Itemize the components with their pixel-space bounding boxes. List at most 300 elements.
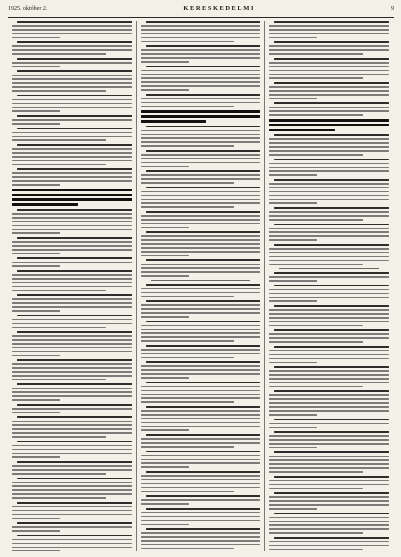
- text-line: [269, 333, 389, 335]
- text-line: [17, 315, 132, 317]
- text-line: [269, 86, 389, 88]
- text-line: [141, 296, 234, 298]
- text-line: [269, 488, 363, 490]
- text-line: [12, 156, 132, 158]
- text-line: [12, 319, 132, 321]
- text-line: [269, 394, 389, 396]
- text-line: [269, 29, 389, 31]
- text-line: [12, 547, 132, 549]
- article-paragraph: [141, 187, 260, 208]
- text-line: [141, 410, 260, 412]
- text-line: [269, 309, 389, 311]
- text-line: [17, 95, 132, 97]
- text-line: [269, 211, 389, 213]
- text-line: [12, 152, 132, 154]
- article-paragraph: [269, 58, 389, 79]
- article-paragraph: [12, 502, 132, 519]
- text-line: [141, 25, 260, 27]
- text-line: [12, 189, 132, 192]
- text-line: [141, 235, 260, 237]
- text-line: [146, 66, 260, 68]
- article-paragraph: [12, 294, 132, 311]
- article-paragraph: [141, 528, 260, 549]
- text-line: [12, 428, 132, 430]
- text-line: [12, 363, 132, 365]
- text-line: [12, 371, 132, 373]
- text-line: [141, 540, 260, 542]
- text-line: [12, 274, 132, 276]
- text-line: [146, 528, 260, 530]
- text-line: [269, 77, 363, 79]
- text-line: [17, 416, 132, 418]
- text-line: [274, 366, 389, 368]
- text-line: [269, 447, 317, 449]
- text-line: [269, 398, 389, 400]
- text-line: [269, 174, 317, 176]
- article-paragraph: [269, 102, 389, 115]
- text-line: [17, 383, 132, 385]
- text-line: [141, 544, 260, 546]
- text-line: [146, 508, 260, 510]
- text-line: [269, 500, 389, 502]
- text-line: [12, 367, 132, 369]
- article-paragraph: [269, 431, 389, 448]
- text-line: [141, 267, 260, 269]
- article-paragraph: [12, 331, 132, 356]
- text-line: [141, 329, 260, 331]
- text-line: [141, 81, 260, 83]
- text-line: [12, 408, 132, 410]
- text-line: [269, 114, 363, 116]
- article-paragraph: [141, 45, 260, 62]
- text-line: [141, 316, 189, 318]
- text-line: [141, 446, 234, 448]
- text-line: [12, 184, 60, 186]
- text-line: [274, 244, 389, 246]
- text-line: [141, 397, 260, 399]
- text-line: [274, 305, 389, 307]
- text-line: [146, 21, 260, 23]
- article-paragraph: [141, 471, 260, 492]
- text-line: [12, 99, 132, 101]
- text-line: [141, 386, 260, 388]
- text-line: [12, 107, 132, 109]
- text-line: [141, 336, 260, 338]
- text-line: [17, 257, 132, 259]
- text-line: [274, 134, 389, 136]
- text-line: [274, 492, 389, 494]
- text-line: [146, 211, 260, 213]
- text-line: [269, 508, 317, 510]
- text-line: [141, 325, 260, 327]
- column-2: [136, 21, 264, 551]
- text-line: [141, 438, 260, 440]
- text-line: [269, 124, 389, 127]
- text-line: [141, 288, 260, 290]
- text-line: [17, 21, 132, 23]
- text-line: [141, 77, 260, 79]
- article-paragraph: [12, 270, 132, 291]
- article-paragraph: [12, 441, 132, 458]
- text-line: [17, 502, 132, 504]
- text-line: [274, 21, 389, 23]
- text-line: [12, 180, 132, 182]
- article-paragraph: [269, 224, 389, 241]
- text-line: [12, 49, 132, 51]
- text-line: [12, 29, 132, 31]
- text-line: [12, 132, 132, 134]
- text-line: [141, 357, 234, 359]
- text-line: [141, 174, 260, 176]
- article-paragraph: [141, 451, 260, 468]
- article-paragraph: [12, 115, 132, 125]
- text-line: [269, 517, 389, 519]
- text-line: [274, 82, 389, 84]
- text-line: [146, 495, 260, 497]
- text-line: [269, 195, 389, 197]
- article-paragraph: [269, 82, 389, 99]
- text-line: [141, 369, 260, 371]
- column-1: [8, 21, 136, 551]
- article-paragraph: [269, 159, 389, 176]
- text-line: [141, 145, 234, 147]
- text-line: [141, 206, 234, 208]
- article-paragraph: [141, 21, 260, 42]
- article-paragraph: [12, 383, 132, 400]
- text-line: [269, 484, 389, 486]
- text-line: [12, 262, 132, 264]
- text-line: [141, 512, 260, 514]
- text-line: [269, 321, 389, 323]
- article-paragraph: [269, 134, 389, 155]
- article-paragraph: [269, 207, 389, 220]
- text-line: [17, 478, 132, 480]
- text-line: [17, 461, 132, 463]
- article-paragraph: [12, 237, 132, 254]
- text-line: [269, 256, 389, 258]
- text-line: [274, 207, 389, 209]
- text-line: [141, 466, 189, 468]
- text-line: [274, 329, 389, 331]
- text-line: [269, 423, 389, 425]
- text-line: [12, 90, 106, 92]
- text-line: [269, 219, 363, 221]
- text-line: [17, 441, 132, 443]
- text-line: [141, 426, 260, 428]
- text-line: [269, 480, 389, 482]
- text-line: [269, 138, 389, 140]
- article-columns: [8, 21, 394, 551]
- text-line: [141, 499, 260, 501]
- text-line: [269, 541, 389, 543]
- text-line: [12, 103, 132, 105]
- text-line: [269, 235, 389, 237]
- text-line: [141, 215, 260, 217]
- text-line: [12, 66, 60, 68]
- text-line: [12, 514, 132, 516]
- text-line: [12, 473, 106, 475]
- text-line: [141, 85, 260, 87]
- article-paragraph: [269, 390, 389, 415]
- text-line: [17, 237, 132, 239]
- text-line: [141, 365, 260, 367]
- text-line: [141, 373, 260, 375]
- article-paragraph: [12, 315, 132, 328]
- text-line: [141, 292, 260, 294]
- text-line: [12, 453, 132, 455]
- text-line: [141, 271, 260, 273]
- text-line: [17, 331, 132, 333]
- text-line: [269, 66, 389, 68]
- text-line: [17, 535, 132, 537]
- text-line: [269, 33, 389, 35]
- text-line: [274, 285, 389, 287]
- text-line: [141, 251, 260, 253]
- text-line: [269, 239, 317, 241]
- page-number: 9: [390, 6, 394, 12]
- text-line: [12, 539, 132, 541]
- text-line: [141, 158, 260, 160]
- text-line: [141, 442, 260, 444]
- text-line: [146, 361, 260, 363]
- text-line: [12, 485, 132, 487]
- text-line: [12, 172, 132, 174]
- article-paragraph: [141, 66, 260, 91]
- article-paragraph: [141, 321, 260, 342]
- text-line: [12, 37, 60, 39]
- text-line: [269, 427, 317, 429]
- text-line: [269, 98, 317, 100]
- text-line: [146, 187, 260, 189]
- text-line: [12, 395, 132, 397]
- text-line: [269, 170, 389, 172]
- text-line: [269, 202, 317, 204]
- article-paragraph: [141, 94, 260, 107]
- text-line: [141, 162, 260, 164]
- text-line: [141, 49, 260, 51]
- text-line: [274, 451, 389, 453]
- text-line: [12, 298, 132, 300]
- text-line: [269, 358, 389, 360]
- text-line: [12, 327, 106, 329]
- text-line: [12, 550, 60, 551]
- text-line: [141, 41, 234, 43]
- text-line: [146, 94, 260, 96]
- text-line: [12, 493, 132, 495]
- text-line: [269, 129, 335, 132]
- article-paragraph: [141, 284, 260, 297]
- text-line: [141, 401, 234, 403]
- text-line: [141, 491, 234, 493]
- text-line: [17, 209, 132, 211]
- text-line: [274, 159, 389, 161]
- text-line: [274, 476, 389, 478]
- text-line: [141, 57, 260, 59]
- text-line: [269, 167, 389, 169]
- text-line: [269, 289, 389, 291]
- text-line: [17, 294, 132, 296]
- text-line: [269, 521, 389, 523]
- article-paragraph: [12, 58, 132, 68]
- text-line: [269, 62, 389, 64]
- article-paragraph: [269, 21, 389, 38]
- article-paragraph: [269, 476, 389, 489]
- text-line: [269, 276, 389, 278]
- text-line: [269, 471, 363, 473]
- text-line: [12, 198, 132, 201]
- text-line: [12, 399, 60, 401]
- text-line: [269, 443, 389, 445]
- text-line: [141, 199, 260, 201]
- text-line: [274, 390, 389, 392]
- text-line: [12, 78, 132, 80]
- text-line: [269, 406, 389, 408]
- text-line: [17, 270, 132, 272]
- text-line: [141, 548, 234, 550]
- text-line: [141, 377, 189, 379]
- text-line: [269, 524, 389, 526]
- text-line: [141, 418, 260, 420]
- text-line: [12, 282, 132, 284]
- article-paragraph: [12, 522, 132, 532]
- text-line: [269, 248, 389, 250]
- text-line: [269, 402, 389, 404]
- text-line: [17, 522, 132, 524]
- text-line: [12, 45, 132, 47]
- text-line: [12, 53, 106, 55]
- text-line: [12, 526, 132, 528]
- text-line: [141, 106, 234, 108]
- text-line: [274, 58, 389, 60]
- text-line: [141, 516, 260, 518]
- article-paragraph: [12, 478, 132, 499]
- text-line: [141, 532, 260, 534]
- text-line: [269, 45, 389, 47]
- text-line: [269, 410, 389, 412]
- text-line: [274, 224, 389, 226]
- text-line: [141, 134, 260, 136]
- text-line: [12, 139, 106, 141]
- article-paragraph: [269, 366, 389, 387]
- text-line: [141, 89, 189, 91]
- text-line: [12, 176, 132, 178]
- article-paragraph: [141, 434, 260, 447]
- article-paragraph: [269, 346, 389, 363]
- text-line: [141, 166, 189, 168]
- text-line: [269, 150, 389, 152]
- text-line: [12, 518, 60, 520]
- text-line: [12, 119, 132, 121]
- text-line: [12, 194, 132, 197]
- text-line: [12, 412, 60, 414]
- text-line: [269, 325, 363, 327]
- text-line: [269, 154, 363, 156]
- text-line: [141, 332, 260, 334]
- article-paragraph: [12, 535, 132, 551]
- text-line: [146, 434, 260, 436]
- article-paragraph: [12, 404, 132, 414]
- text-line: [269, 374, 389, 376]
- text-line: [141, 459, 260, 461]
- text-line: [274, 346, 389, 348]
- article-paragraph: [269, 419, 389, 429]
- text-line: [274, 272, 389, 274]
- text-line: [146, 382, 260, 384]
- article-paragraph: [141, 231, 260, 256]
- article-paragraph: [141, 345, 260, 358]
- article-paragraph: [141, 259, 260, 276]
- text-line: [12, 456, 60, 458]
- text-line: [146, 300, 260, 302]
- text-line: [269, 260, 389, 262]
- text-line: [269, 382, 389, 384]
- text-line: [269, 107, 389, 109]
- text-line: [269, 545, 389, 547]
- text-line: [141, 227, 189, 229]
- text-line: [274, 513, 389, 515]
- text-line: [146, 126, 260, 128]
- text-line: [269, 456, 389, 458]
- text-line: [12, 203, 78, 206]
- text-line: [269, 70, 389, 72]
- text-line: [12, 253, 60, 255]
- text-line: [269, 74, 389, 76]
- text-line: [269, 362, 317, 364]
- article-paragraph: [141, 382, 260, 403]
- text-line: [269, 293, 389, 295]
- text-line: [141, 479, 260, 481]
- text-line: [141, 182, 234, 184]
- text-line: [12, 339, 132, 341]
- section-separator: [279, 268, 379, 269]
- article-paragraph: [12, 416, 132, 437]
- text-line: [146, 150, 260, 152]
- text-line: [141, 154, 260, 156]
- text-line: [17, 70, 132, 72]
- article-paragraph: [12, 41, 132, 54]
- text-line: [12, 164, 106, 166]
- text-line: [269, 439, 389, 441]
- text-line: [141, 308, 260, 310]
- header-rule: [8, 17, 394, 18]
- text-line: [12, 510, 132, 512]
- text-line: [269, 435, 389, 437]
- article-paragraph: [141, 406, 260, 431]
- text-line: [12, 347, 132, 349]
- text-line: [269, 49, 389, 51]
- text-line: [274, 537, 389, 539]
- text-line: [269, 228, 389, 230]
- text-line: [141, 115, 260, 118]
- text-line: [12, 25, 132, 27]
- text-line: [12, 530, 60, 532]
- text-line: [12, 221, 132, 223]
- article-heading: [269, 119, 389, 131]
- text-line: [12, 469, 132, 471]
- article-paragraph: [12, 95, 132, 112]
- article-paragraph: [12, 70, 132, 91]
- article-paragraph: [12, 144, 132, 165]
- text-line: [269, 297, 389, 299]
- text-line: [12, 278, 132, 280]
- article-paragraph: [269, 451, 389, 472]
- article-paragraph: [269, 492, 389, 509]
- text-line: [269, 280, 317, 282]
- text-line: [12, 33, 132, 35]
- text-line: [141, 255, 189, 257]
- text-line: [12, 421, 132, 423]
- text-line: [146, 284, 260, 286]
